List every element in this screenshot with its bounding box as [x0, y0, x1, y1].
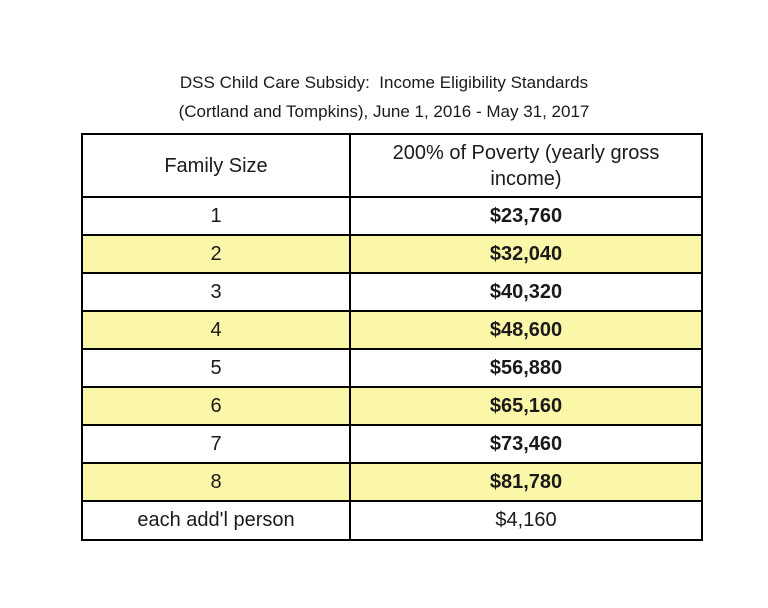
- table-row: [82, 235, 702, 273]
- family-size-cell: 8: [82, 463, 350, 501]
- table-row: [82, 387, 702, 425]
- income-cell: $56,880: [350, 349, 702, 387]
- table-footer-row: [82, 501, 702, 540]
- table-row: [82, 273, 702, 311]
- title-line-1: DSS Child Care Subsidy: Income Eligibility Standards: [179, 73, 589, 92]
- income-cell: $23,760: [350, 197, 702, 235]
- family-size-cell: 6: [82, 387, 350, 425]
- income-cell: $40,320: [350, 273, 702, 311]
- header-family-size: Family Size: [82, 134, 350, 197]
- header-poverty: 200% of Poverty (yearly gross income): [350, 134, 702, 197]
- income-cell: $48,600: [350, 311, 702, 349]
- eligibility-table: [81, 133, 703, 541]
- table-row: [82, 425, 702, 463]
- additional-person-label: each add'l person: [82, 501, 350, 540]
- family-size-cell: 3: [82, 273, 350, 311]
- table-row: [82, 349, 702, 387]
- document-title: [0, 68, 768, 126]
- table-header-row: [82, 134, 702, 197]
- family-size-cell: 1: [82, 197, 350, 235]
- table-row: [82, 197, 702, 235]
- income-cell: $73,460: [350, 425, 702, 463]
- family-size-cell: 4: [82, 311, 350, 349]
- additional-person-amount: $4,160: [350, 501, 702, 540]
- title-line-2: (Cortland and Tompkins), June 1, 2016 - May 31, 2017: [178, 102, 590, 121]
- family-size-cell: 7: [82, 425, 350, 463]
- income-cell: $65,160: [350, 387, 702, 425]
- table-row: [82, 463, 702, 501]
- income-cell: $32,040: [350, 235, 702, 273]
- income-cell: $81,780: [350, 463, 702, 501]
- family-size-cell: 2: [82, 235, 350, 273]
- table-row: [82, 311, 702, 349]
- family-size-cell: 5: [82, 349, 350, 387]
